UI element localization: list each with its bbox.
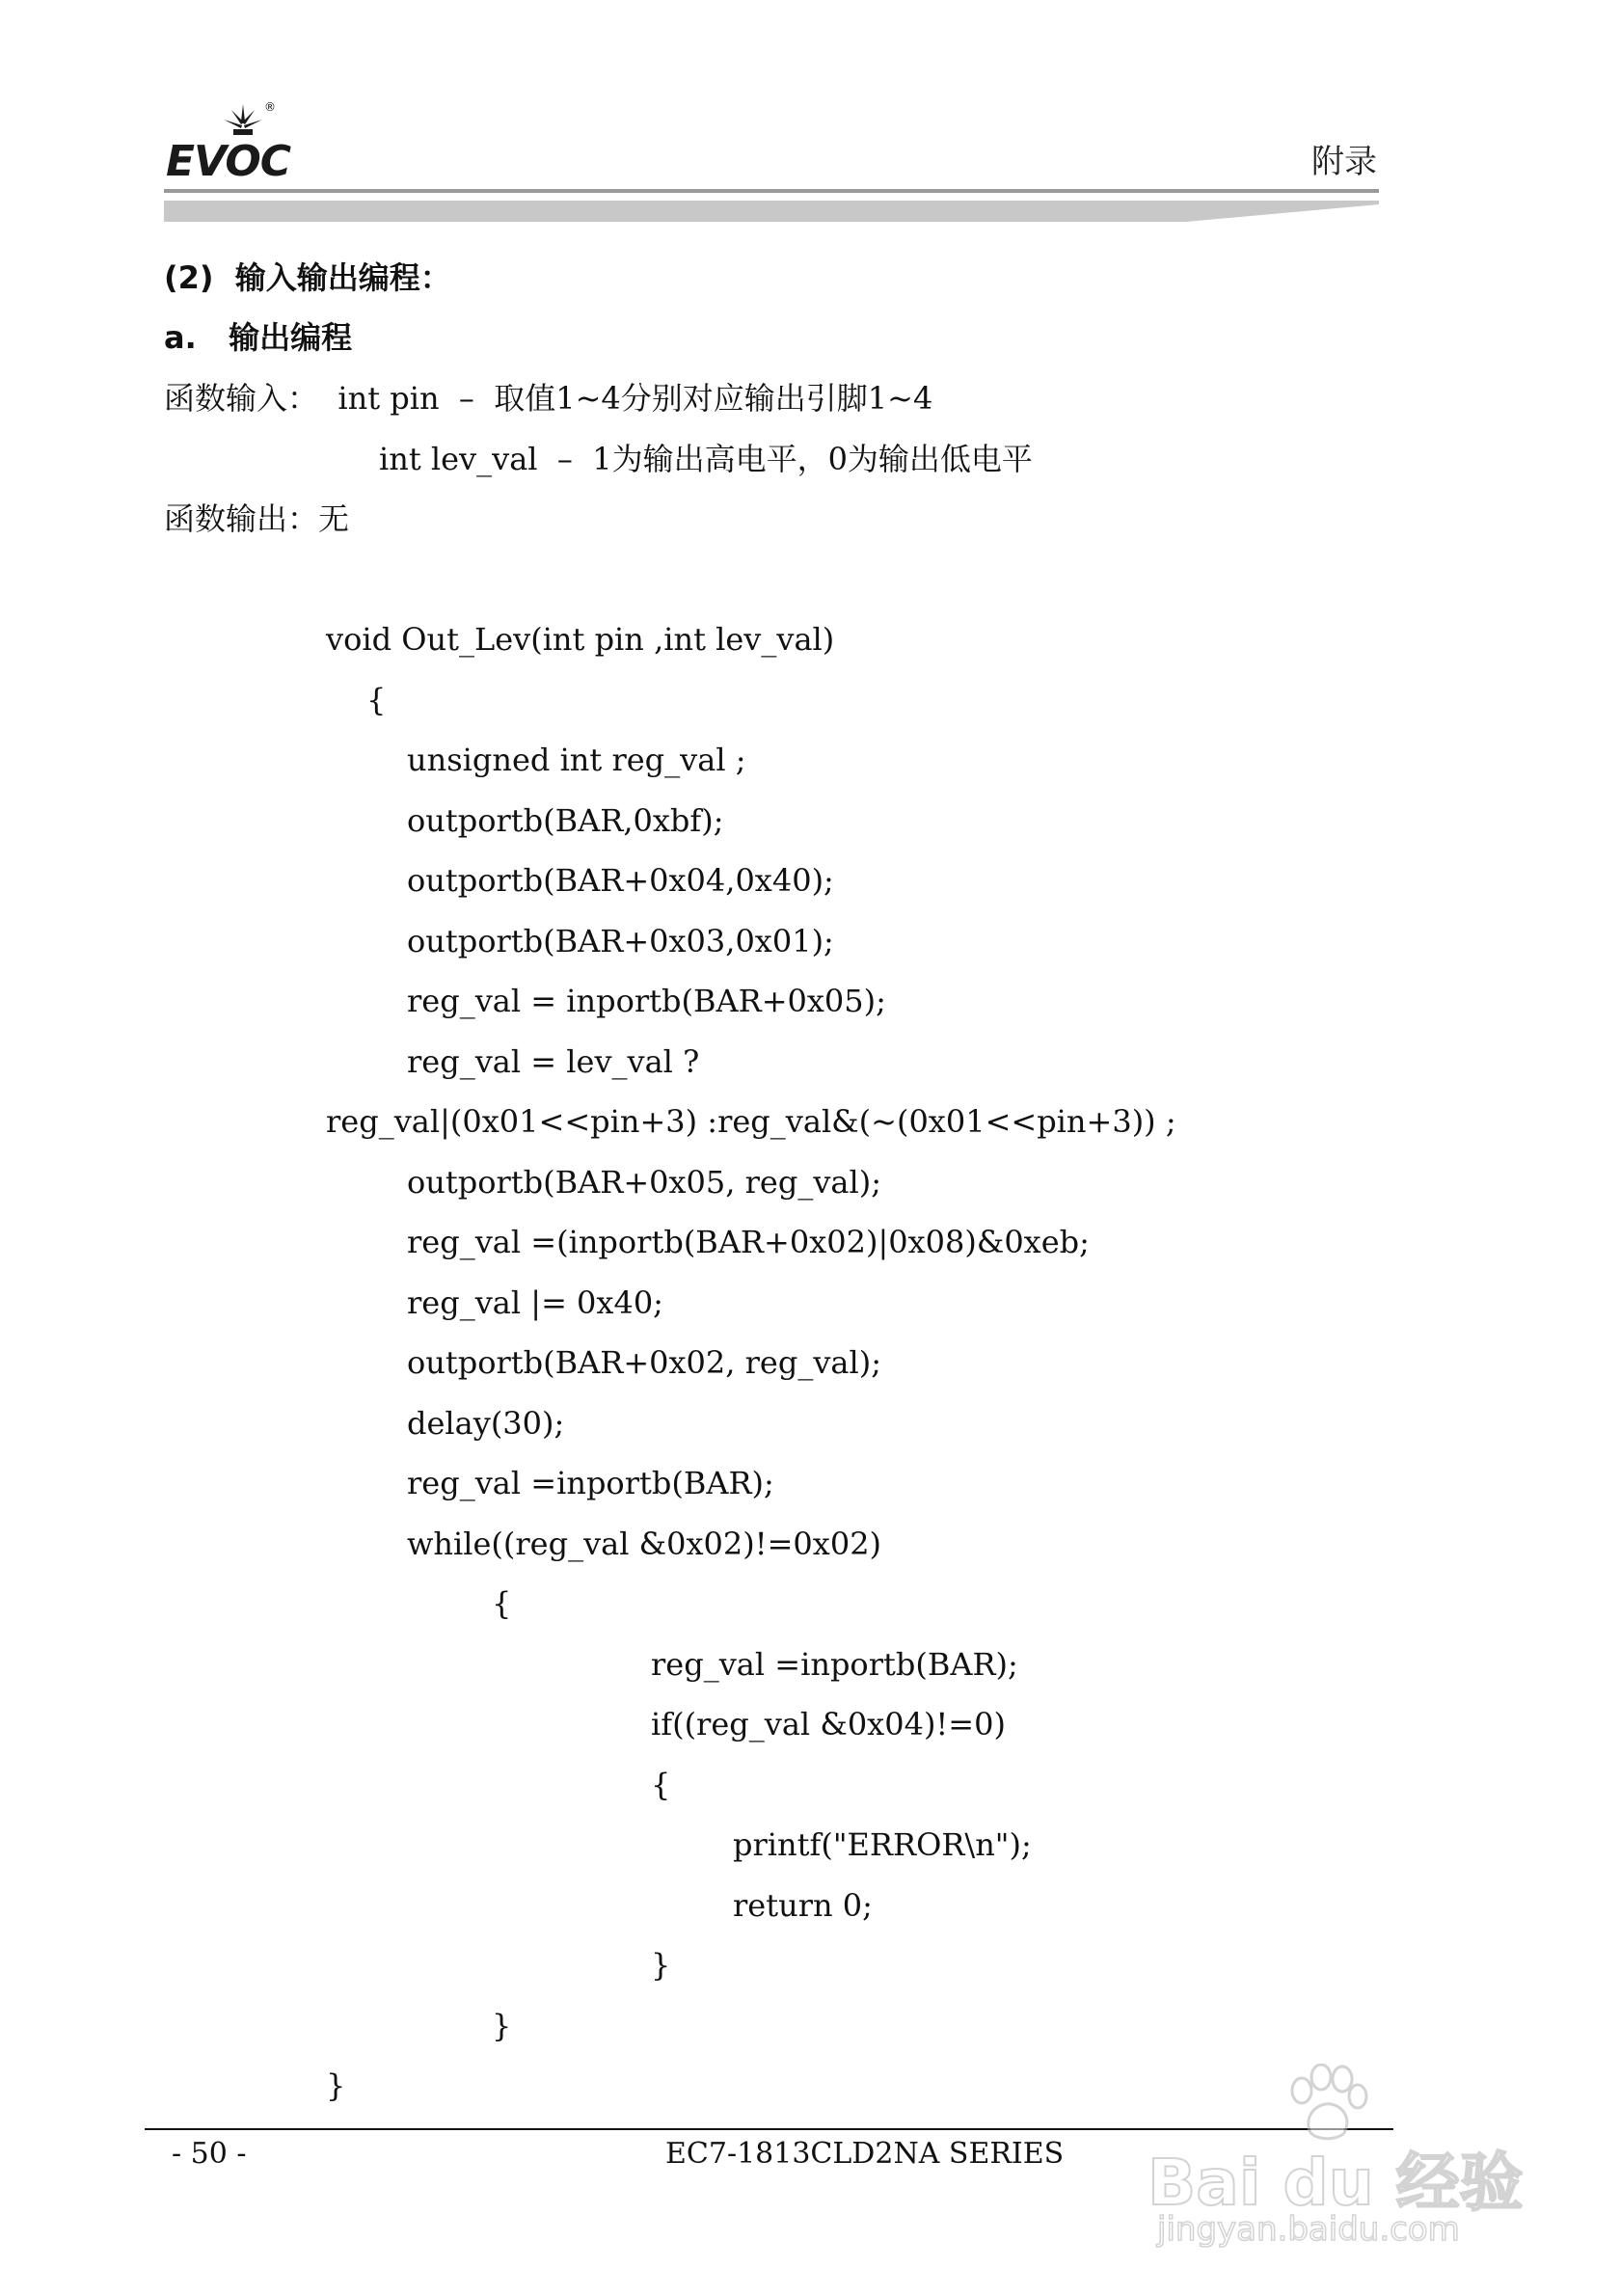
evoc-logo: ® EVOC — [166, 100, 291, 186]
section-title: 附录 — [1311, 143, 1377, 181]
code-line: reg_val|(0x01<<pin+3) :reg_val&(~(0x01<<pin+3)) ; — [326, 1103, 1176, 1140]
code-line: unsigned int reg_val ; — [407, 742, 746, 778]
logo-text: EVOC — [166, 137, 291, 186]
code-line: reg_val =inportb(BAR); — [407, 1465, 774, 1501]
code-line: outportb(BAR,0xbf); — [407, 802, 724, 839]
heading-output-programming: a. 输出编程 — [164, 319, 353, 356]
code-line: reg_val = inportb(BAR+0x05); — [407, 983, 886, 1019]
logo-star-icon — [224, 104, 262, 137]
code-line: outportb(BAR+0x05, reg_val); — [407, 1164, 881, 1201]
code-line: { — [651, 1767, 671, 1803]
code-line: while((reg_val &0x02)!=0x02) — [407, 1526, 882, 1562]
code-line: outportb(BAR+0x02, reg_val); — [407, 1344, 881, 1381]
page-number: - 50 - — [172, 2137, 247, 2171]
code-line: reg_val =(inportb(BAR+0x02)|0x08)&0xeb; — [407, 1224, 1090, 1260]
product-series: EC7-1813CLD2NA SERIES — [665, 2137, 1065, 2171]
code-line: reg_val |= 0x40; — [407, 1284, 663, 1321]
function-output-line: 函数输出：无 — [164, 500, 350, 537]
code-line: reg_val =inportb(BAR); — [651, 1646, 1018, 1683]
code-line: void Out_Lev(int pin ,int lev_val) — [326, 621, 835, 658]
function-input-line-2: int lev_val – 1为输出高电平，0为输出低电平 — [379, 441, 1033, 477]
code-line: if((reg_val &0x04)!=0) — [651, 1706, 1006, 1742]
code-line: } — [492, 2008, 512, 2044]
baidu-watermark — [1148, 2064, 1533, 2256]
function-input-line: 函数输入： int pin – 取值1~4分别对应输出引脚1~4 — [164, 380, 933, 417]
code-line: { — [492, 1585, 512, 1622]
code-line: outportb(BAR+0x04,0x40); — [407, 862, 834, 899]
heading-io-programming: (2) 输入输出编程： — [164, 259, 451, 296]
code-line: { — [366, 682, 387, 718]
watermark-brand: Bai du 经验 — [1148, 2146, 1524, 2220]
code-line: reg_val = lev_val ? — [407, 1043, 700, 1080]
code-line: return 0; — [733, 1887, 873, 1924]
code-line: } — [326, 2067, 346, 2104]
code-line: printf("ERROR\n"); — [733, 1826, 1032, 1863]
watermark-url: jingyan.baidu.com — [1157, 2210, 1460, 2249]
code-line: delay(30); — [407, 1405, 565, 1442]
header-rule — [164, 189, 1379, 228]
code-line: outportb(BAR+0x03,0x01); — [407, 923, 834, 959]
paw-icon — [1282, 2064, 1369, 2141]
code-line: } — [651, 1947, 671, 1984]
